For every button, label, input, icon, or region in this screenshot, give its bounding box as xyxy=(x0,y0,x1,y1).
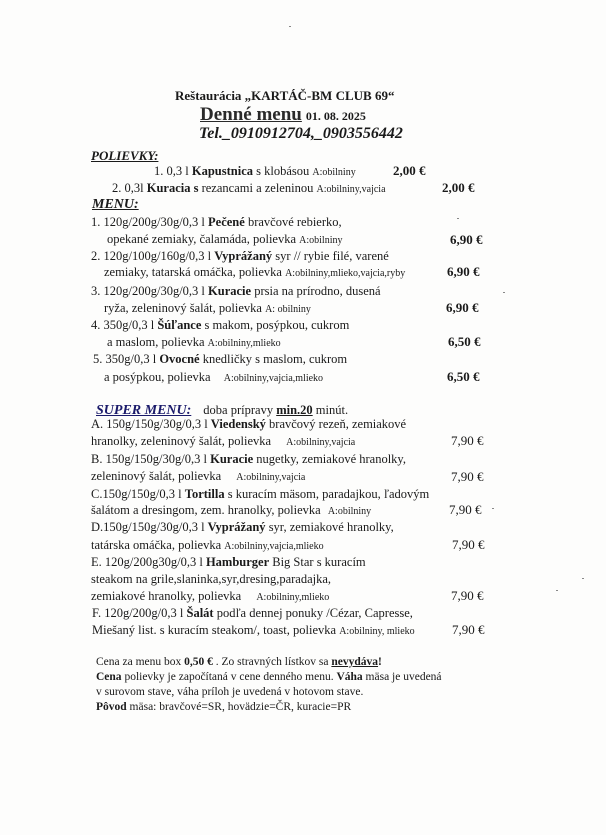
prep-post: minút. xyxy=(312,403,349,417)
menu-5-portion: 5. 350g/0,3 l xyxy=(93,352,160,366)
menu-1-desc2: opekané zemiaky, čalamáda, polievka xyxy=(107,232,300,246)
menu-4-price: 6,50 € xyxy=(448,334,481,349)
soup-2-desc: rezancami a zeleninou xyxy=(198,181,317,195)
super-e-desc2: steakom na grile,slaninka,syr,dresing,paradajka, xyxy=(91,572,332,586)
super-item-f-line1 xyxy=(92,606,413,621)
footer-box-price: 0,50 € xyxy=(184,656,213,668)
menu-4-portion: 4. 350g/0,3 l xyxy=(91,318,158,332)
menu-2-allergens: A:obilniny,mlieko,vajcia,ryby xyxy=(285,268,406,279)
super-item-e-line3 xyxy=(91,589,329,604)
menu-5-allergens: A:obilniny,vajcia,mlieko xyxy=(223,373,324,384)
menu-5-price: 6,50 € xyxy=(447,369,480,384)
menu-3-price: 6,90 € xyxy=(446,300,479,315)
super-a-portion: A. 150g/150g/30g/0,3 l xyxy=(91,417,211,431)
super-e-portion: E. 120g/200g30g/0,3 l xyxy=(91,555,206,569)
menu-2-desc2: zemiaky, tatarská omáčka, polievka xyxy=(104,265,286,279)
super-d-desc: syr, zemiakové hranolky, xyxy=(265,520,394,534)
menu-1-allergens: A:obilniny xyxy=(299,235,343,246)
soup-1-allergens: A:obilniny xyxy=(312,167,356,178)
menu-title: Denné menu xyxy=(200,104,302,125)
prep-min: min.20 xyxy=(276,403,313,417)
footer-box-label: Cena za menu box xyxy=(96,656,185,668)
super-item-e-line2 xyxy=(91,572,331,587)
scan-speck xyxy=(556,590,558,591)
super-a-desc2: hranolky, zeleninový šalát, polievka xyxy=(91,434,275,448)
menu-1-price: 6,90 € xyxy=(450,232,483,247)
super-b-allergens: A:obilniny,vajcia xyxy=(236,472,306,483)
super-f-desc: podľa dennej ponuky /Cézar, Capresse, xyxy=(213,606,413,620)
menu-5-name: Ovocné xyxy=(159,352,200,366)
footer-line-2 xyxy=(96,671,442,683)
footer-origin-label: Pôvod xyxy=(96,701,127,713)
super-f-name: Šalát xyxy=(186,606,214,620)
super-d-price: 7,90 € xyxy=(452,537,485,552)
soup-item-2 xyxy=(112,181,386,196)
menu-2-desc: syr // rybie filé, varené xyxy=(272,249,389,263)
menu-3-desc: prsia na prírodno, dusená xyxy=(251,284,381,298)
menu-item-4-line2 xyxy=(107,335,281,350)
super-d-name: Vyprážaný xyxy=(207,520,266,534)
super-f-portion: F. 120g/200g/0,3 l xyxy=(92,606,187,620)
menu-4-desc2: a maslom, polievka xyxy=(107,335,208,349)
super-c-portion: C.150g/150g/0,3 l xyxy=(91,487,185,501)
footer-weight-text: mäsa je uvedená xyxy=(362,671,442,683)
soup-1-price: 2,00 € xyxy=(393,163,426,178)
soup-1-desc: s klobásou xyxy=(253,164,313,178)
super-d-portion: D.150g/150g/30g/0,3 l xyxy=(91,520,208,534)
super-item-b-line2 xyxy=(91,469,305,484)
footer-price-text: polievky je započítaná v cene denného menu. xyxy=(121,671,337,683)
menu-item-5-line1 xyxy=(93,352,347,367)
menu-item-3-line2 xyxy=(104,301,311,316)
super-menu-heading: SUPER MENU: xyxy=(96,403,192,418)
menu-3-allergens: A: obilniny xyxy=(265,304,311,315)
prep-pre: doba prípravy xyxy=(203,403,277,417)
super-c-allergens: A:obilniny xyxy=(327,506,372,517)
footer-line-1 xyxy=(96,656,382,668)
soup-2-prefix: 2. 0,3l xyxy=(112,181,147,195)
super-a-price: 7,90 € xyxy=(451,433,484,448)
super-item-a-line1 xyxy=(91,417,406,432)
scan-speck xyxy=(492,508,494,509)
super-f-allergens: A:obilniny, mlieko xyxy=(339,626,415,637)
soup-item-1 xyxy=(154,164,356,179)
menu-item-2-line2 xyxy=(104,265,405,280)
super-item-f-line2 xyxy=(92,623,415,638)
super-item-c-line2 xyxy=(91,503,371,518)
restaurant-name: Reštaurácia „KARTÁČ-BM CLUB 69“ xyxy=(175,88,395,103)
menu-2-portion: 2. 120g/100g/160g/0,3 l xyxy=(91,249,215,263)
super-e-desc: Big Star s kuracím xyxy=(269,555,366,569)
menu-2-name: Vyprážaný xyxy=(214,249,273,263)
super-item-c-line1 xyxy=(91,487,429,502)
menu-3-portion: 3. 120g/200g/30g/0,3 l xyxy=(91,284,209,298)
scan-speck xyxy=(582,578,584,579)
menu-1-desc: bravčové rebierko, xyxy=(244,215,342,229)
super-c-price: 7,90 € xyxy=(449,502,482,517)
soup-1-prefix: 1. 0,3 l xyxy=(154,164,192,178)
menu-date: 01. 08. 2025 xyxy=(305,109,366,123)
super-item-a-line2 xyxy=(91,434,355,449)
super-c-name: Tortilla xyxy=(184,487,225,501)
super-a-allergens: A:obilniny,vajcia xyxy=(286,437,356,448)
telephone: Tel._0910912704,_0903556442 xyxy=(199,125,403,142)
menu-heading: MENU: xyxy=(92,197,139,212)
menu-3-name: Kuracie xyxy=(208,284,252,298)
menu-1-name: Pečené xyxy=(208,215,245,229)
footer-price-label: Cena xyxy=(96,671,122,683)
footer-voucher-neg: nevydáva xyxy=(331,656,379,668)
menu-4-desc: s makom, posýpkou, cukrom xyxy=(201,318,350,332)
soup-1-name: Kapustnica xyxy=(191,164,253,178)
super-d-desc2: tatárska omáčka, polievka xyxy=(91,538,225,552)
super-b-name: Kuracie xyxy=(210,452,254,466)
super-e-name: Hamburger xyxy=(205,555,270,569)
menu-5-desc2: a posýpkou, polievka xyxy=(104,370,214,384)
scan-speck xyxy=(289,26,291,27)
super-b-portion: B. 150g/150g/30g/0,3 l xyxy=(91,452,211,466)
menu-item-1-line1 xyxy=(91,215,342,230)
super-b-desc: nugetky, zemiakové hranolky, xyxy=(253,452,407,466)
menu-5-desc: knedličky s maslom, cukrom xyxy=(199,352,348,366)
menu-item-2-line1 xyxy=(91,249,389,264)
footer-exclaim: ! xyxy=(378,656,382,668)
footer-voucher-text: . Zo stravných lístkov sa xyxy=(212,656,332,668)
menu-4-allergens: A:obilniny,mlieko xyxy=(207,338,281,349)
super-c-desc2: šalátom a dresingom, zem. hranolky, polievka xyxy=(91,503,324,517)
soup-2-allergens: A:obilniny,vajcia xyxy=(316,184,386,195)
super-item-e-line1 xyxy=(91,555,366,570)
super-f-desc2: Miešaný list. s kuracím steakom/, toast, polievka xyxy=(92,623,340,637)
footer-weight-label: Váha xyxy=(336,671,363,683)
footer-line-3: v surovom stave, váha príloh je uvedená v hotovom stave. xyxy=(96,686,364,698)
super-e-desc3: zemiakové hranolky, polievka xyxy=(91,589,245,603)
menu-item-4-line1 xyxy=(91,318,349,333)
super-e-price: 7,90 € xyxy=(451,588,484,603)
soup-2-price: 2,00 € xyxy=(442,180,475,195)
menu-3-desc2: ryža, zeleninový šalát, polievka xyxy=(104,301,266,315)
menu-4-name: Šúľance xyxy=(157,318,202,332)
super-a-desc: bravčový rezeň, zemiakové xyxy=(265,417,407,431)
super-item-d-line1 xyxy=(91,520,394,535)
menu-1-portion: 1. 120g/200g/30g/0,3 l xyxy=(91,215,209,229)
super-item-b-line1 xyxy=(91,452,406,467)
super-item-d-line2 xyxy=(91,538,324,553)
scan-speck xyxy=(503,292,505,293)
menu-item-1-line2 xyxy=(107,232,343,247)
menu-title-row xyxy=(200,104,366,126)
super-c-desc: s kuracím mäsom, paradajkou, ľadovým xyxy=(224,487,430,501)
menu-item-5-line2 xyxy=(104,370,323,385)
soups-heading: POLIEVKY: xyxy=(91,148,159,163)
footer-origin-text: mäsa: bravčové=SR, hovädzie=ČR, kuracie=PR xyxy=(126,701,352,713)
menu-2-price: 6,90 € xyxy=(447,264,480,279)
super-a-name: Viedenský xyxy=(210,417,266,431)
footer-line-4 xyxy=(96,701,351,713)
scan-speck xyxy=(457,218,459,219)
super-e-allergens: A:obilniny,mlieko xyxy=(256,592,330,603)
super-d-allergens: A:obilniny,vajcia,mlieko xyxy=(224,541,324,552)
super-b-price: 7,90 € xyxy=(451,469,484,484)
soup-2-name: Kuracia s xyxy=(146,181,199,195)
menu-item-3-line1 xyxy=(91,284,381,299)
super-b-desc2: zeleninový šalát, polievka xyxy=(91,469,225,483)
super-f-price: 7,90 € xyxy=(452,622,485,637)
